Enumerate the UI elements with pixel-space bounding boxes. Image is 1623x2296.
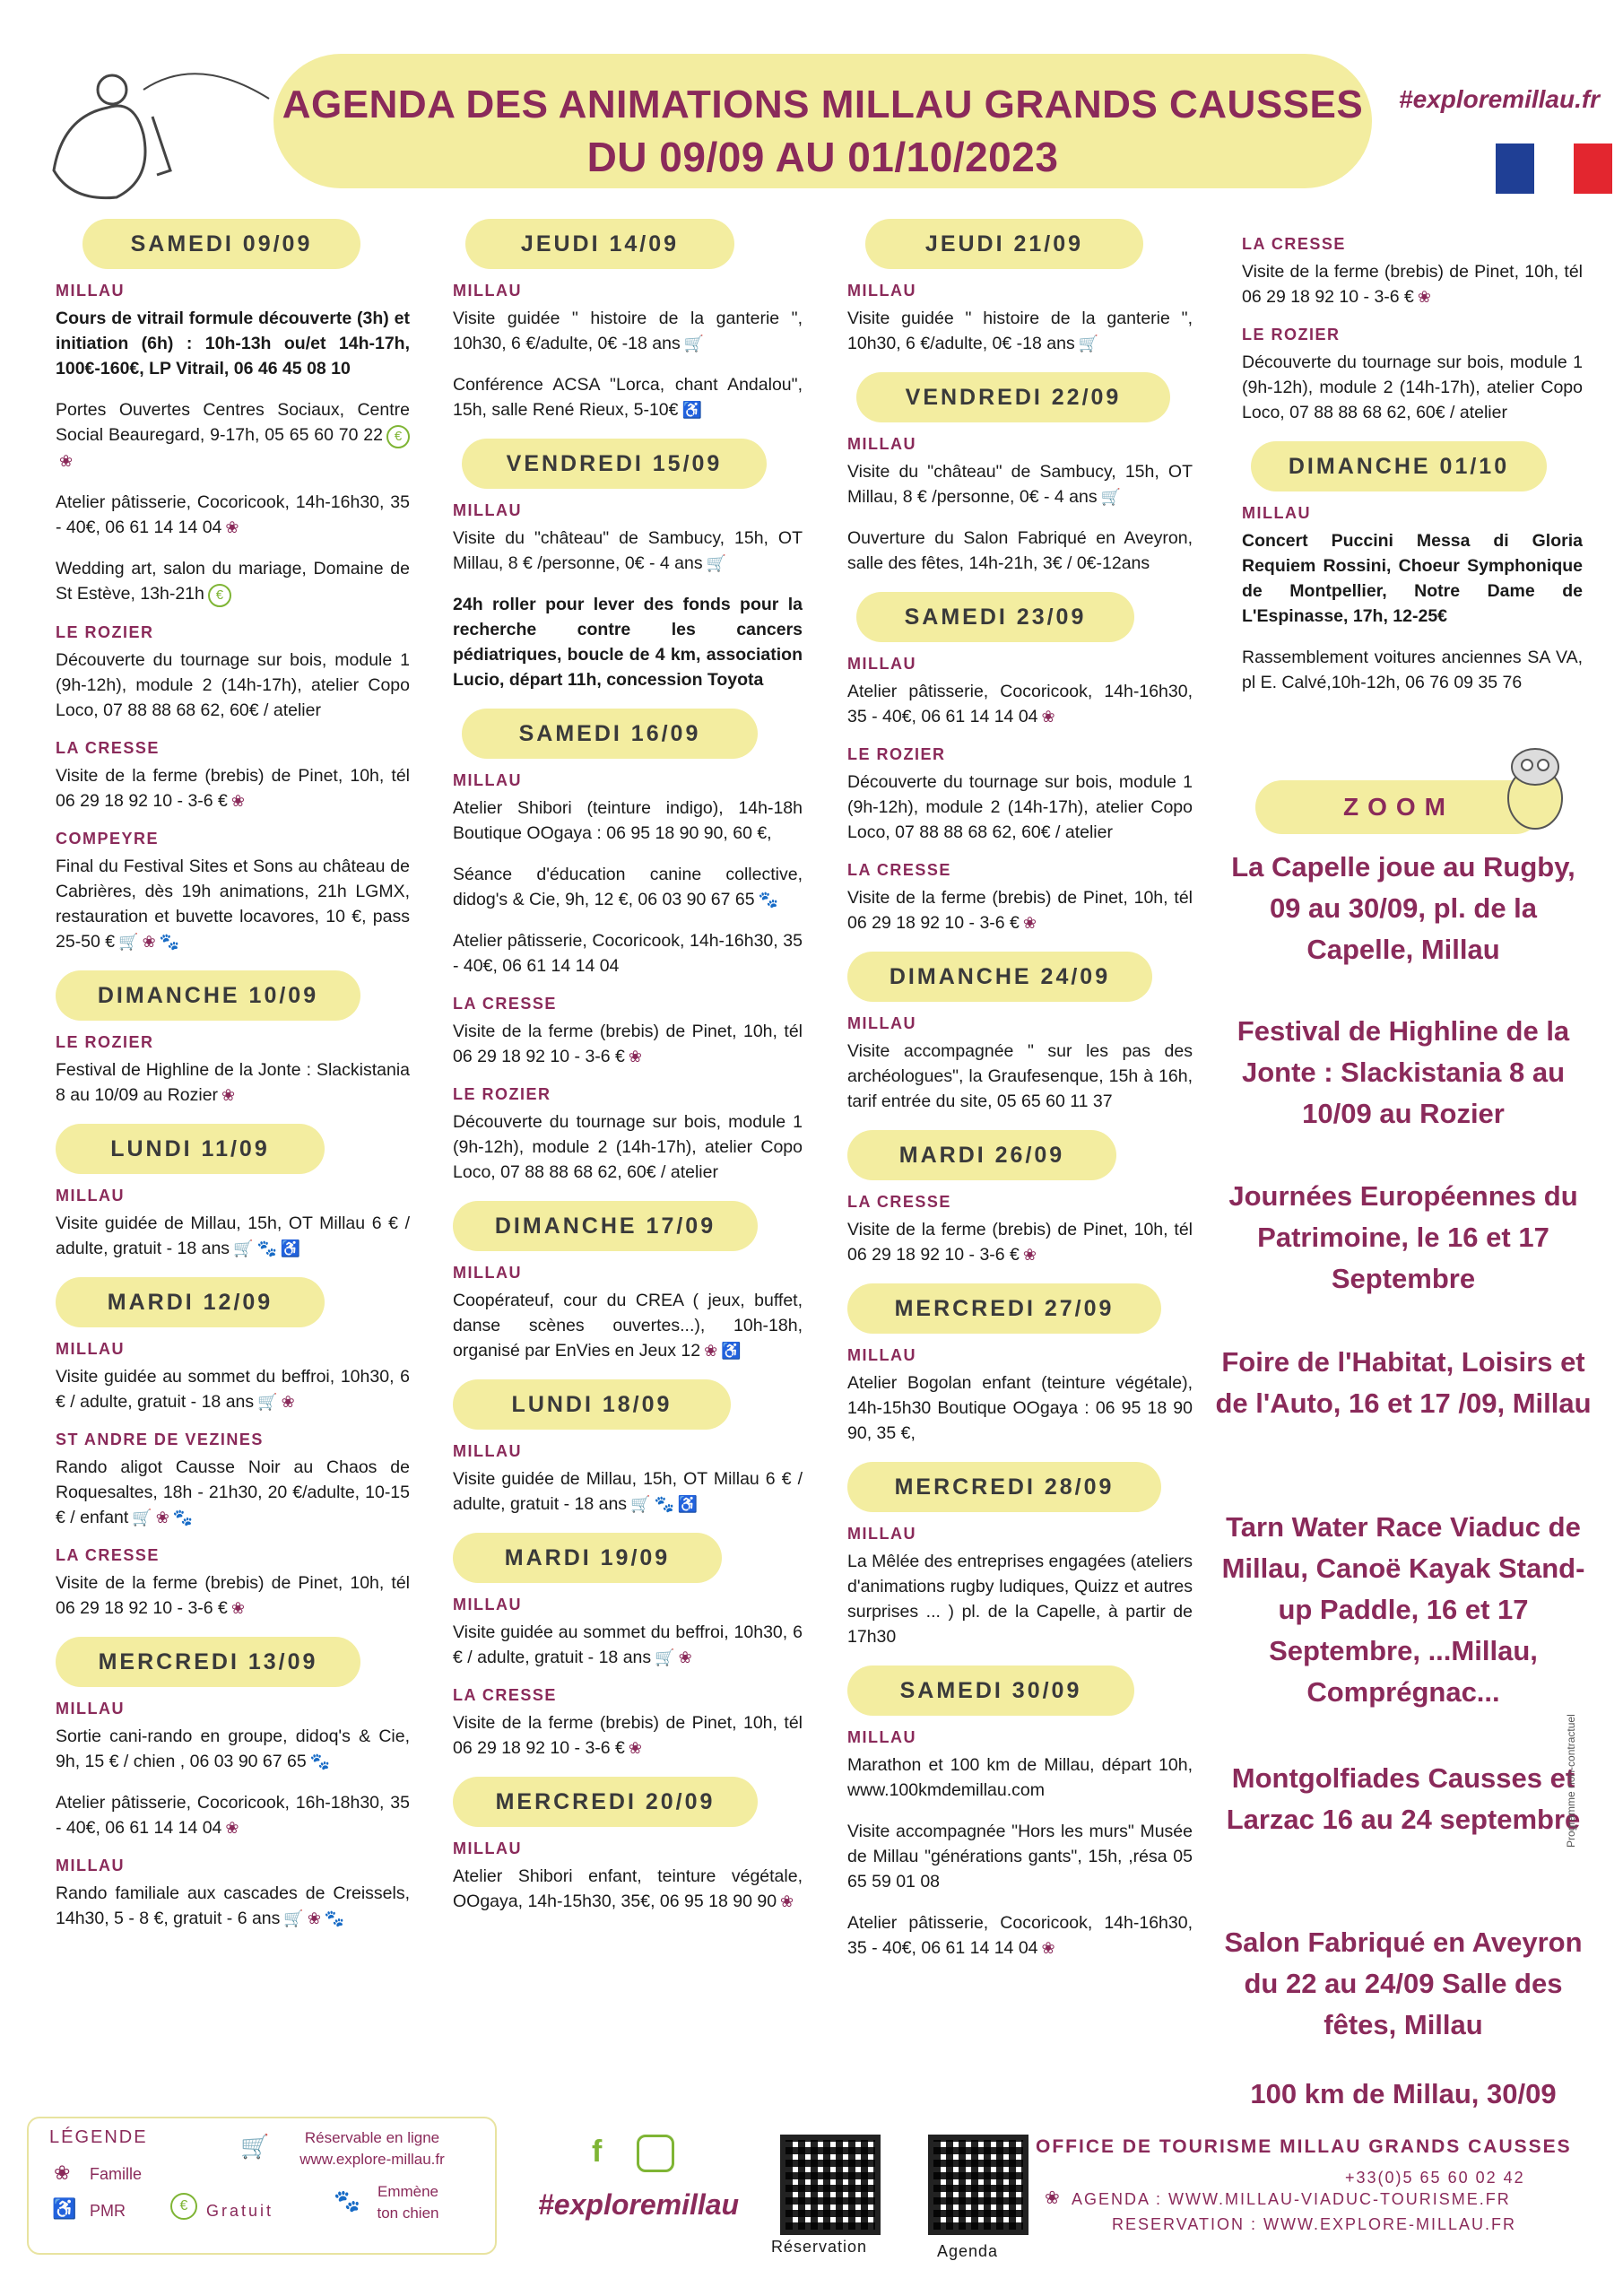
- day-header: LUNDI 18/09: [453, 1379, 731, 1430]
- zoom-item: La Capelle joue au Rugby, 09 au 30/09, pl. de la Capelle, Millau: [1231, 851, 1575, 965]
- place-label: LE ROZIER: [56, 623, 154, 641]
- paw-icon: 🐾: [256, 1239, 277, 1257]
- event-item: Visite de la ferme (brebis) de Pinet, 10h, tél 06 29 18 92 10 - 3-6 € ❀: [847, 885, 1193, 935]
- zoom-header: ZOOM: [1255, 780, 1542, 834]
- place-label: LA CRESSE: [453, 995, 557, 1013]
- event-item: La Mêlée des entreprises engagées (ateliers d'animations rugby ludiques, Quizz et autres surprises ... ) pl. de la Capelle, à partir de 17h30: [847, 1552, 1193, 1647]
- event-item: Wedding art, salon du mariage, Domaine de St Estève, 13h-21h €: [56, 556, 410, 607]
- day-header: MERCREDI 27/09: [847, 1283, 1161, 1334]
- day-header: LUNDI 11/09: [56, 1124, 325, 1174]
- place-label: MILLAU: [453, 1264, 522, 1282]
- family-icon: ❀: [225, 1819, 239, 1837]
- brand-tag: #exploremillau.fr: [1399, 85, 1601, 113]
- zoom-item: Journées Européennes du Patrimoine, le 16 et 17 Septembre: [1228, 1180, 1578, 1294]
- zoom-item: Salon Fabriqué en Aveyron du 22 au 24/09 Salle des fêtes, Millau: [1224, 1926, 1583, 2040]
- day-header: MERCREDI 28/09: [847, 1462, 1161, 1512]
- event-item: Atelier pâtisserie, Cocoricook, 14h-16h30, 35 - 40€, 06 61 14 14 04 ❀: [847, 1910, 1193, 1961]
- zoom-item: Festival de Highline de la Jonte : Slackistania 8 au 10/09 au Rozier: [1237, 1015, 1570, 1129]
- zoom-item: Foire de l'Habitat, Loisirs et de l'Auto, 16 et 17 /09, Millau: [1215, 1346, 1592, 1419]
- family-icon: ❀: [54, 2161, 71, 2184]
- event-item: Atelier pâtisserie, Cocoricook, 16h-18h30, 35 - 40€, 06 61 14 14 04 ❀: [56, 1790, 410, 1840]
- cart-icon: 🛒: [233, 1239, 254, 1257]
- place-label: COMPEYRE: [56, 830, 160, 848]
- event-item: Visite accompagnée " sur les pas des archéologues", la Graufesenque, 15h à 16h, tarif entrée du site, 05 65 60 11 37: [847, 1041, 1193, 1111]
- place-label: MILLAU: [847, 282, 916, 300]
- place-label: MILLAU: [847, 1346, 916, 1364]
- day-header: DIMANCHE 01/10: [1251, 441, 1547, 491]
- event-item: Atelier Bogolan enfant (teinture végétale), 14h-15h30 Boutique OOgaya : 06 95 18 90 90, 35 €,: [847, 1373, 1193, 1443]
- cart-icon: 🛒: [257, 1393, 278, 1411]
- event-item: Rando familiale aux cascades de Creissels, 14h30, 5 - 8 €, gratuit - 6 ans 🛒 ❀ 🐾: [56, 1881, 410, 1931]
- family-icon: ❀: [1022, 1246, 1037, 1264]
- pmr-icon: ♿: [52, 2197, 77, 2220]
- cart-icon: 🛒: [1078, 335, 1099, 352]
- place-label: LA CRESSE: [453, 1686, 557, 1704]
- page-subtitle: DU 09/09 AU 01/10/2023: [586, 134, 1059, 180]
- event-item: Découverte du tournage sur bois, module 1 (9h-12h), module 2 (14h-17h), atelier Copo Loco, 07 88 88 68 62, 60€ / atelier: [847, 772, 1193, 842]
- cart-icon: 🛒: [1100, 488, 1122, 506]
- legend-online: Réservable en ligne www.explore-millau.fr: [299, 2129, 445, 2168]
- cart-icon: 🛒: [132, 1509, 152, 1526]
- event-item: Marathon et 100 km de Millau, départ 10h, www.100kmdemillau.com: [847, 1755, 1193, 1800]
- day-header: MERCREDI 20/09: [453, 1777, 758, 1827]
- office-phone: +33(0)5 65 60 02 42: [1345, 2169, 1525, 2187]
- pmr-icon: ♿: [677, 1495, 699, 1513]
- legend-family: Famille: [90, 2165, 143, 2183]
- free-icon: €: [208, 584, 231, 607]
- family-icon: ❀: [1022, 914, 1037, 932]
- zoom-item: Tarn Water Race Viaduc de Millau, Canoë Kayak Stand-up Paddle, 16 et 17 Septembre, ...Millau, Comprégnac...: [1221, 1511, 1585, 1708]
- event-item: Visite guidée " histoire de la ganterie ", 10h30, 6 €/adulte, 0€ -18 ans 🛒: [847, 306, 1193, 356]
- paw-icon: 🐾: [334, 2189, 360, 2213]
- event-item: Portes Ouvertes Centres Sociaux, Centre Social Beauregard, 9-17h, 05 65 60 70 22 € ❀: [56, 397, 410, 474]
- pmr-icon: ♿: [681, 401, 702, 419]
- zoom-item: Montgolfiades Causses et Larzac 16 au 24 septembre: [1226, 1762, 1581, 1835]
- event-item: Visite guidée au sommet du beffroi, 10h30, 6 € / adulte, gratuit - 18 ans 🛒 ❀: [56, 1364, 410, 1414]
- event-item: Découverte du tournage sur bois, module 1 (9h-12h), module 2 (14h-17h), atelier Copo Loco, 07 88 88 68 62, 60€ / atelier: [453, 1112, 803, 1182]
- place-label: MILLAU: [847, 435, 916, 453]
- place-label: LE ROZIER: [1242, 326, 1341, 344]
- place-label: MILLAU: [453, 1839, 522, 1857]
- paw-icon: 🐾: [324, 1909, 345, 1927]
- day-header: DIMANCHE 24/09: [847, 952, 1152, 1002]
- event-item: 24h roller pour lever des fonds pour la recherche contre les cancers pédiatriques, boucle de 4 km, association Lucio, départ 11h, concession Toyota: [453, 595, 803, 690]
- day-header: SAMEDI 23/09: [856, 592, 1134, 642]
- day-header: JEUDI 21/09: [865, 219, 1143, 269]
- day-header: SAMEDI 16/09: [462, 709, 758, 759]
- legend-pmr: PMR: [90, 2202, 126, 2220]
- event-item: Atelier Shibori enfant, teinture végétale, OOgaya, 14h-15h30, 35€, 06 95 18 90 90 ❀: [453, 1864, 803, 1914]
- event-item: Visite de la ferme (brebis) de Pinet, 10h, tél 06 29 18 92 10 - 3-6 € ❀: [56, 1570, 410, 1621]
- event-item: Final du Festival Sites et Sons au château de Cabrières, dès 19h animations, 21h LGMX, restauration et buvette locavores, 10 €, pass 25-50 € 🛒 ❀ 🐾: [56, 854, 410, 954]
- legend-dogs: Emmène ton chien: [377, 2183, 439, 2222]
- instagram-icon[interactable]: [637, 2135, 674, 2172]
- legend-title: LÉGENDE: [49, 2127, 148, 2147]
- paw-icon: 🐾: [309, 1752, 331, 1770]
- family-icon: ❀: [307, 1909, 321, 1927]
- place-label: MILLAU: [453, 771, 522, 789]
- place-label: MILLAU: [1242, 504, 1311, 522]
- family-icon: ❀: [1045, 2188, 1060, 2208]
- place-label: MILLAU: [453, 501, 522, 519]
- family-icon: ❀: [230, 1599, 245, 1617]
- family-icon: ❀: [230, 792, 245, 810]
- cart-icon: 🛒: [655, 1648, 675, 1666]
- cart-icon: 🛒: [706, 554, 727, 572]
- day-header: SAMEDI 30/09: [847, 1665, 1134, 1716]
- event-item: Visite guidée au sommet du beffroi, 10h30, 6 € / adulte, gratuit - 18 ans 🛒 ❀: [453, 1620, 803, 1670]
- event-item: Concert Puccini Messa di Gloria Requiem Rossini, Choeur Symphonique de Montpellier, Notre Dame de L'Espinasse, 17h, 12-25€: [1242, 531, 1583, 626]
- day-header: VENDREDI 22/09: [856, 372, 1170, 422]
- qr-code-reservation[interactable]: [780, 2135, 881, 2235]
- place-label: MILLAU: [453, 282, 522, 300]
- paw-icon: 🐾: [172, 1509, 194, 1526]
- place-label: LA CRESSE: [847, 861, 951, 879]
- place-label: LA CRESSE: [1242, 235, 1346, 253]
- event-item: Visite du "château" de Sambucy, 15h, OT Millau, 8 € /personne, 0€ - 4 ans 🛒: [453, 526, 803, 576]
- cart-icon: 🛒: [630, 1495, 651, 1513]
- place-label: MILLAU: [847, 1525, 916, 1543]
- event-item: Découverte du tournage sur bois, module 1 (9h-12h), module 2 (14h-17h), atelier Copo Loco, 07 88 88 68 62, 60€ / atelier: [56, 650, 410, 720]
- place-label: MILLAU: [847, 1014, 916, 1032]
- family-icon: ❀: [59, 452, 74, 470]
- place-label: MILLAU: [453, 1442, 522, 1460]
- qr-label-reservation: Réservation: [771, 2238, 868, 2256]
- column-4: [1242, 222, 1583, 711]
- event-item: Rando aligot Causse Noir au Chaos de Roquesaltes, 18h - 21h30, 20 €/adulte, 10-15 € / enfant 🛒 ❀ 🐾: [56, 1455, 410, 1530]
- paw-icon: 🐾: [758, 891, 778, 909]
- paw-icon: 🐾: [159, 933, 180, 951]
- family-icon: ❀: [281, 1393, 295, 1411]
- place-label: LA CRESSE: [56, 739, 160, 757]
- family-icon: ❀: [704, 1342, 718, 1360]
- event-item: Coopérateuf, cour du CREA ( jeux, buffet, danse scènes ouvertes...), 10h-18h, organisé par EnVies en Jeux 12 ❀ ♿: [453, 1288, 803, 1363]
- event-item: Visite guidée " histoire de la ganterie ", 10h30, 6 €/adulte, 0€ -18 ans 🛒: [453, 306, 803, 356]
- place-label: MILLAU: [56, 1340, 125, 1358]
- footer-hashtag: #exploremillau: [538, 2188, 740, 2221]
- day-header: DIMANCHE 10/09: [56, 970, 360, 1021]
- family-icon: ❀: [155, 1509, 169, 1526]
- place-label: MILLAU: [56, 1187, 125, 1205]
- sheep-icon: [1497, 740, 1574, 839]
- place-label: MILLAU: [56, 282, 125, 300]
- free-icon: €: [386, 425, 410, 448]
- column-3: [847, 213, 1193, 1977]
- event-item: Découverte du tournage sur bois, module 1 (9h-12h), module 2 (14h-17h), atelier Copo Loco, 07 88 88 68 62, 60€ / atelier: [1242, 352, 1583, 422]
- day-header: SAMEDI 09/09: [82, 219, 360, 269]
- event-item: Séance d'éducation canine collective, didog's & Cie, 9h, 12 €, 06 03 90 67 65 🐾: [453, 862, 803, 912]
- family-icon: ❀: [1041, 1939, 1055, 1957]
- family-icon: ❀: [221, 1086, 236, 1104]
- day-header: JEUDI 14/09: [465, 219, 734, 269]
- family-icon: ❀: [225, 518, 239, 536]
- column-2: [453, 213, 803, 1930]
- event-item: Visite de la ferme (brebis) de Pinet, 10h, tél 06 29 18 92 10 - 3-6 € ❀: [453, 1019, 803, 1069]
- facebook-icon[interactable]: f: [592, 2135, 603, 2169]
- place-label: LA CRESSE: [56, 1546, 160, 1564]
- event-item: Atelier pâtisserie, Cocoricook, 14h-16h30, 35 - 40€, 06 61 14 14 04: [453, 931, 803, 976]
- place-label: LA CRESSE: [847, 1193, 951, 1211]
- place-label: MILLAU: [453, 1596, 522, 1613]
- place-label: MILLAU: [847, 1728, 916, 1746]
- day-header: MARDI 19/09: [453, 1533, 722, 1583]
- day-header: MARDI 12/09: [56, 1277, 325, 1327]
- mascot-illustration: [36, 36, 278, 206]
- event-item: Atelier pâtisserie, Cocoricook, 14h-16h30, 35 - 40€, 06 61 14 14 04 ❀: [847, 679, 1193, 729]
- family-icon: ❀: [1417, 288, 1431, 306]
- event-item: Visite guidée de Millau, 15h, OT Millau 6 € / adulte, gratuit - 18 ans 🛒 🐾 ♿: [453, 1466, 803, 1517]
- place-label: LE ROZIER: [847, 745, 946, 763]
- france-flag: [1496, 144, 1612, 194]
- qr-code-agenda[interactable]: [928, 2135, 1028, 2235]
- side-note: Programme non-contractuel: [1565, 1714, 1577, 1848]
- cart-icon: 🛒: [683, 335, 705, 352]
- event-item: Rassemblement voitures anciennes SA VA, pl E. Calvé,10h-12h, 06 76 09 35 76: [1242, 648, 1583, 692]
- event-item: Atelier Shibori (teinture indigo), 14h-18h Boutique OOgaya : 06 95 18 90 90, 60 €,: [453, 798, 803, 843]
- event-item: Visite guidée de Millau, 15h, OT Millau 6 € / adulte, gratuit - 18 ans 🛒 🐾 ♿: [56, 1211, 410, 1261]
- qr-label-agenda: Agenda: [937, 2242, 999, 2260]
- event-item: Festival de Highline de la Jonte : Slackistania 8 au 10/09 au Rozier ❀: [56, 1057, 410, 1108]
- place-label: MILLAU: [847, 655, 916, 673]
- paw-icon: 🐾: [654, 1495, 674, 1513]
- event-item: Visite de la ferme (brebis) de Pinet, 10h, tél 06 29 18 92 10 - 3-6 € ❀: [1242, 259, 1583, 309]
- event-item: Visite de la ferme (brebis) de Pinet, 10h, tél 06 29 18 92 10 - 3-6 € ❀: [847, 1217, 1193, 1267]
- event-item: Visite de la ferme (brebis) de Pinet, 10h, tél 06 29 18 92 10 - 3-6 € ❀: [453, 1710, 803, 1761]
- event-item: Visite du "château" de Sambucy, 15h, OT Millau, 8 € /personne, 0€ - 4 ans 🛒: [847, 459, 1193, 509]
- event-item: Visite accompagnée "Hors les murs" Musée de Millau "générations gants", 15h, ,résa 05 65 59 01 08: [847, 1822, 1193, 1892]
- family-icon: ❀: [142, 933, 156, 951]
- legend-free: Gratuit: [206, 2202, 274, 2220]
- zoom-item: 100 km de Millau, 30/09: [1250, 2078, 1557, 2109]
- free-icon: €: [170, 2193, 197, 2220]
- event-item: Visite de la ferme (brebis) de Pinet, 10h, tél 06 29 18 92 10 - 3-6 € ❀: [56, 763, 410, 813]
- family-icon: ❀: [628, 1048, 642, 1065]
- event-item: Conférence ACSA "Lorca, chant Andalou", 15h, salle René Rieux, 5-10€ ♿: [453, 372, 803, 422]
- reservation-link[interactable]: RESERVATION : WWW.EXPLORE-MILLAU.FR: [1112, 2215, 1517, 2233]
- family-icon: ❀: [628, 1739, 642, 1757]
- office-name: OFFICE DE TOURISME MILLAU GRANDS CAUSSES: [1036, 2136, 1572, 2157]
- pmr-icon: ♿: [721, 1342, 742, 1360]
- family-icon: ❀: [780, 1892, 794, 1910]
- family-icon: ❀: [678, 1648, 692, 1666]
- day-header: MERCREDI 13/09: [56, 1637, 360, 1687]
- cart-icon: 🛒: [118, 933, 139, 951]
- event-item: Ouverture du Salon Fabriqué en Aveyron, salle des fêtes, 14h-21h, 3€ / 0€-12ans: [847, 528, 1193, 573]
- cart-icon: 🛒: [283, 1909, 304, 1927]
- event-item: Atelier pâtisserie, Cocoricook, 14h-16h30, 35 - 40€, 06 61 14 14 04 ❀: [56, 490, 410, 540]
- family-icon: ❀: [1041, 708, 1055, 726]
- place-label: LE ROZIER: [453, 1085, 551, 1103]
- place-label: MILLAU: [56, 1700, 125, 1718]
- day-header: VENDREDI 15/09: [462, 439, 767, 489]
- cart-icon: 🛒: [240, 2133, 270, 2160]
- event-item: Cours de vitrail formule découverte (3h) et initiation (6h) : 10h-13h ou/et 14h-17h, 100€-160€, LP Vitrail, 06 46 45 08 10: [56, 309, 410, 378]
- page-title: AGENDA DES ANIMATIONS MILLAU GRANDS CAUSSES: [282, 83, 1364, 126]
- day-header: DIMANCHE 17/09: [453, 1201, 758, 1251]
- agenda-link[interactable]: AGENDA : WWW.MILLAU-VIADUC-TOURISME.FR: [1072, 2190, 1511, 2208]
- place-label: ST ANDRE DE VEZINES: [56, 1431, 264, 1448]
- place-label: MILLAU: [56, 1857, 125, 1874]
- event-item: Sortie cani-rando en groupe, didoq's & Cie, 9h, 15 € / chien , 06 03 90 67 65 🐾: [56, 1724, 410, 1774]
- place-label: LE ROZIER: [56, 1033, 154, 1051]
- column-1: [56, 213, 410, 1947]
- day-header: MARDI 26/09: [847, 1130, 1116, 1180]
- pmr-icon: ♿: [280, 1239, 301, 1257]
